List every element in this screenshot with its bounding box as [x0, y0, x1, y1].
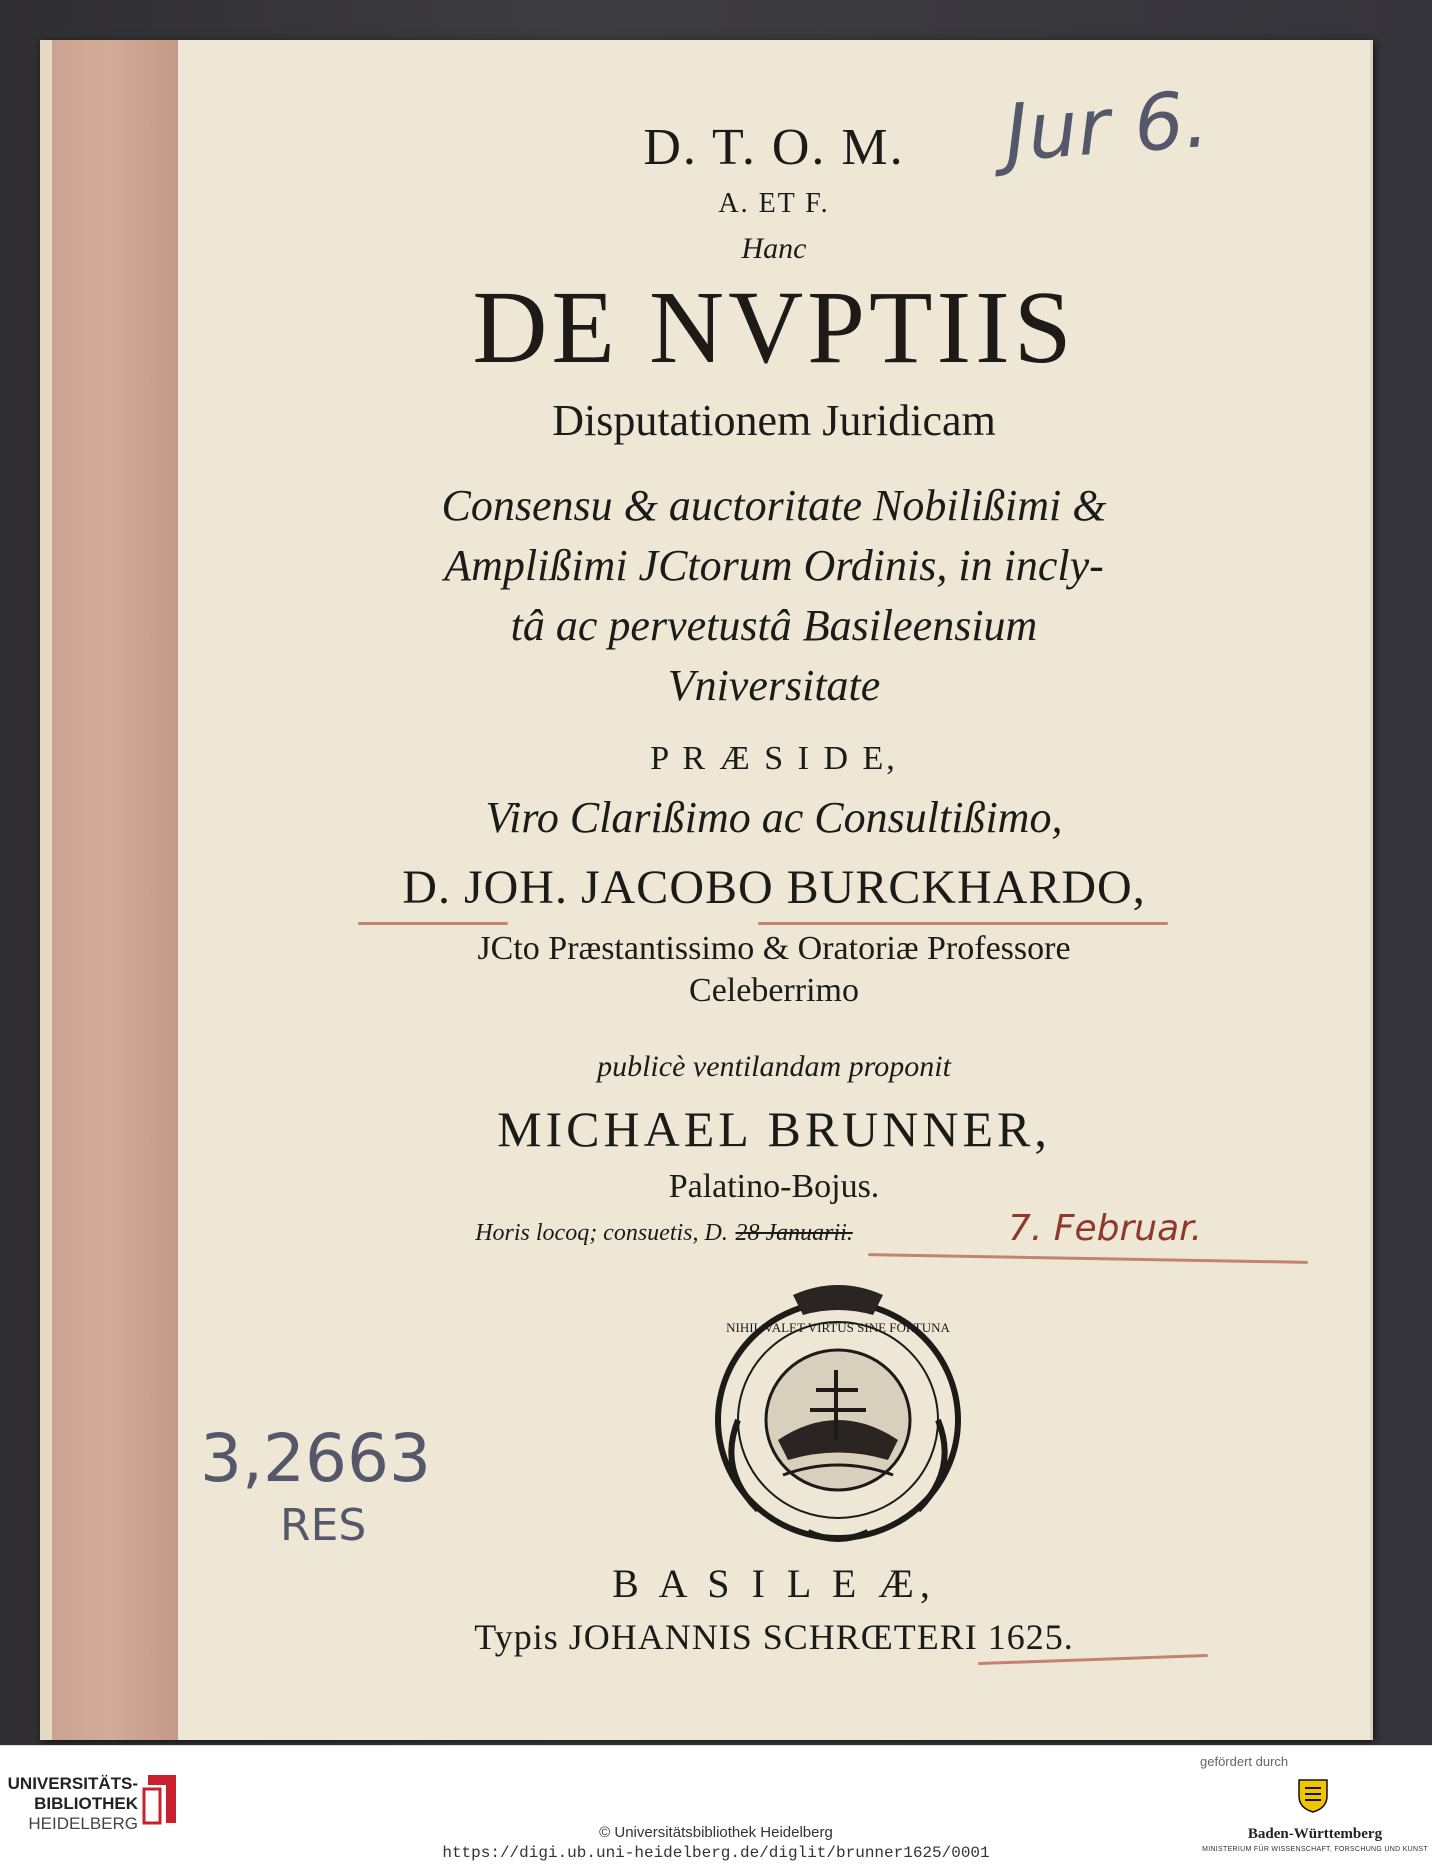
hanc: Hanc — [741, 232, 807, 265]
horis-text: Horis locoq; consuetis, D. — [475, 1220, 728, 1246]
funder-subtitle: MINISTERIUM FÜR WISSENSCHAFT, FORSCHUNG UND KUNST — [1202, 1846, 1428, 1853]
funded-by-label: gefördert durch — [1200, 1754, 1289, 1769]
subtitle: Disputationem Juridicam — [552, 396, 996, 445]
library-name-1: UNIVERSITÄTS- — [7, 1774, 138, 1793]
handwritten-date: 7. Februar. — [1008, 1208, 1203, 1249]
dedication: D. T. O. M. — [643, 119, 905, 176]
library-logo-icon — [142, 1771, 182, 1827]
baden-wuerttemberg-crest-icon — [1296, 1776, 1330, 1814]
praeside: P R Æ S I D E, — [650, 740, 898, 777]
printer: Typis JOHANNIS SCHRŒTERI 1625. — [474, 1617, 1074, 1657]
red-underline — [868, 1253, 1308, 1264]
presider-title-2: Celeberrimo — [689, 972, 859, 1009]
presider-title: JCto Præstantissimo & Oratoriæ Professore — [477, 930, 1071, 967]
date-struck: 28 Januarii. — [735, 1220, 853, 1246]
title-page — [40, 40, 1373, 1740]
emblem-motto: NIHIL VALET VIRTUS SINE FORTUNA — [726, 1320, 950, 1335]
red-underline — [358, 922, 508, 925]
spine-binding — [40, 40, 178, 1740]
copyright-text: © Universitätsbibliothek Heidelberg — [599, 1824, 833, 1841]
place: B A S I L E Æ, — [612, 1561, 936, 1606]
spine-edge — [40, 40, 52, 1740]
consensu-line-4: Vniversitate — [667, 661, 881, 710]
page-url[interactable]: https://digi.ub.uni-heidelberg.de/diglit/brunner1625/0001 — [442, 1844, 990, 1862]
library-name-3: HEIDELBERG — [28, 1814, 138, 1833]
handwritten-shelfmark-sub: RES — [280, 1500, 367, 1551]
handwritten-shelf-note: Jur 6. — [1002, 75, 1212, 179]
consensu-line-2: Amplißimi JCtorum Ordinis, in incly- — [444, 541, 1104, 590]
handwritten-shelfmark: 3,2663 — [200, 1420, 431, 1497]
main-title: DE NVPTIIS — [472, 270, 1076, 385]
consensu-line-3: tâ ac pervetustâ Basileensium — [510, 601, 1038, 650]
viro-line: Viro Clarißimo ac Consultißimo, — [485, 793, 1063, 842]
presider-name: D. JOH. JACOBO BURCKHARDO, — [402, 861, 1146, 914]
printer-device-emblem — [698, 1270, 978, 1550]
dedication-sub: A. ET F. — [718, 188, 830, 219]
proponit: publicè ventilandam proponit — [597, 1050, 951, 1083]
funder-name: Baden-Württemberg — [1247, 1826, 1383, 1842]
footer-bar — [0, 1745, 1432, 1867]
origin: Palatino-Bojus. — [668, 1168, 880, 1205]
library-name-2: BIBLIOTHEK — [34, 1794, 138, 1813]
consensu-line-1: Consensu & auctoritate Nobilißimi & — [441, 481, 1107, 530]
red-underline — [758, 922, 1168, 925]
respondent: MICHAEL BRUNNER, — [497, 1101, 1051, 1157]
